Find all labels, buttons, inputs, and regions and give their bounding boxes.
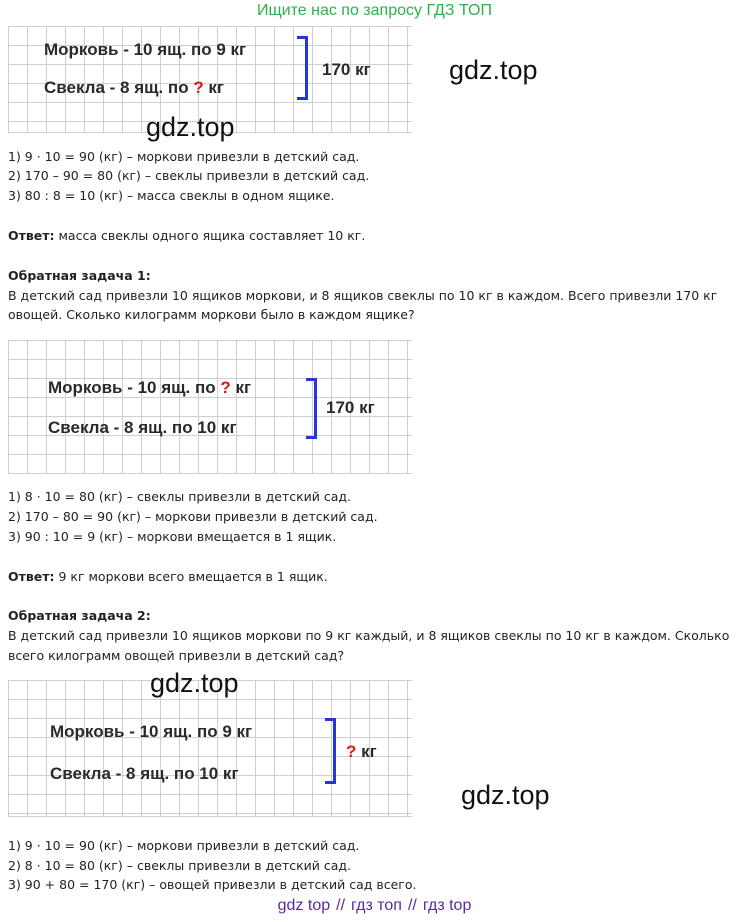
task-2-title: Обратная задача 1:: [8, 268, 151, 283]
solution-1-step-3: 3) 80 : 8 = 10 (кг) – масса свеклы в одном ящике.: [8, 188, 335, 203]
diagram-2-line-1: Морковь - 10 ящ. по ? кг: [48, 378, 252, 397]
footer-link-gdz-top-ru[interactable]: гдз топ: [351, 897, 402, 914]
task-3-text: всего килограмм овощей привезли в детский сад?: [8, 648, 345, 663]
question-mark: ?: [193, 78, 204, 97]
footer-link-gdz-top[interactable]: gdz top: [277, 897, 331, 914]
task-2-text: овощей. Сколько килограмм моркови было в каждом ящике?: [8, 307, 415, 322]
diagram-3-total: ? кг: [346, 742, 377, 761]
solution-1-step-2: 2) 170 – 90 = 80 (кг) – свеклы привезли в детский сад.: [8, 168, 370, 183]
answer-2: Ответ: 9 кг моркови всего вмещается в 1 ящик.: [8, 569, 328, 584]
watermark: gdz.top: [146, 112, 235, 142]
brace-icon: [297, 36, 308, 100]
diagram-2: [8, 340, 412, 474]
footer-links: gdz top // гдз топ // гдз top: [277, 897, 472, 914]
solution-3-step-1: 1) 9 · 10 = 90 (кг) – моркови привезли в детский сад.: [8, 838, 360, 853]
task-2-text: В детский сад привезли 10 ящиков моркови, и 8 ящиков свеклы по 10 кг в каждом. Всего привезли 170 кг: [8, 288, 718, 303]
solution-2-step-1: 1) 8 · 10 = 80 (кг) – свеклы привезли в детский сад.: [8, 489, 352, 504]
diagram-1-line-2: Свекла - 8 ящ. по ? кг: [44, 78, 225, 97]
solution-2-step-3: 3) 90 : 10 = 9 (кг) – моркови вмещается в 1 ящик.: [8, 529, 337, 544]
diagram-1-total: 170 кг: [322, 60, 371, 79]
task-3-text: В детский сад привезли 10 ящиков моркови по 9 кг каждый, и 8 ящиков свеклы по 10 кг в каждом. Сколько: [8, 628, 730, 643]
solution-1-step-1: 1) 9 · 10 = 90 (кг) – моркови привезли в детский сад.: [8, 149, 360, 164]
question-mark: ?: [220, 378, 231, 397]
brace-icon: [325, 718, 336, 784]
watermark: gdz.top: [449, 55, 538, 85]
diagram-1-line-1: Морковь - 10 ящ. по 9 кг: [44, 40, 247, 59]
diagram-2-line-2: Свекла - 8 ящ. по 10 кг: [48, 418, 237, 437]
brace-icon: [306, 378, 317, 439]
answer-1: Ответ: масса свеклы одного ящика составляет 10 кг.: [8, 228, 366, 243]
solution-2-step-2: 2) 170 – 80 = 90 (кг) – моркови привезли в детский сад.: [8, 509, 378, 524]
footer-link-gdz-top-mixed[interactable]: гдз top: [422, 897, 472, 914]
question-mark: ?: [346, 742, 357, 761]
watermark: gdz.top: [150, 668, 239, 698]
diagram-2-total: 170 кг: [326, 398, 375, 417]
search-banner: Ищите нас по запросу ГДЗ ТОП: [257, 2, 492, 19]
diagram-3: [8, 680, 412, 817]
solution-3-step-2: 2) 8 · 10 = 80 (кг) – свеклы привезли в детский сад.: [8, 858, 352, 873]
solution-3-step-3: 3) 90 + 80 = 170 (кг) – овощей привезли в детский сад всего.: [8, 877, 417, 892]
watermark: gdz.top: [461, 780, 550, 810]
diagram-3-line-1: Морковь - 10 ящ. по 9 кг: [50, 722, 253, 741]
diagram-3-line-2: Свекла - 8 ящ. по 10 кг: [50, 764, 239, 783]
task-3-title: Обратная задача 2:: [8, 608, 151, 623]
